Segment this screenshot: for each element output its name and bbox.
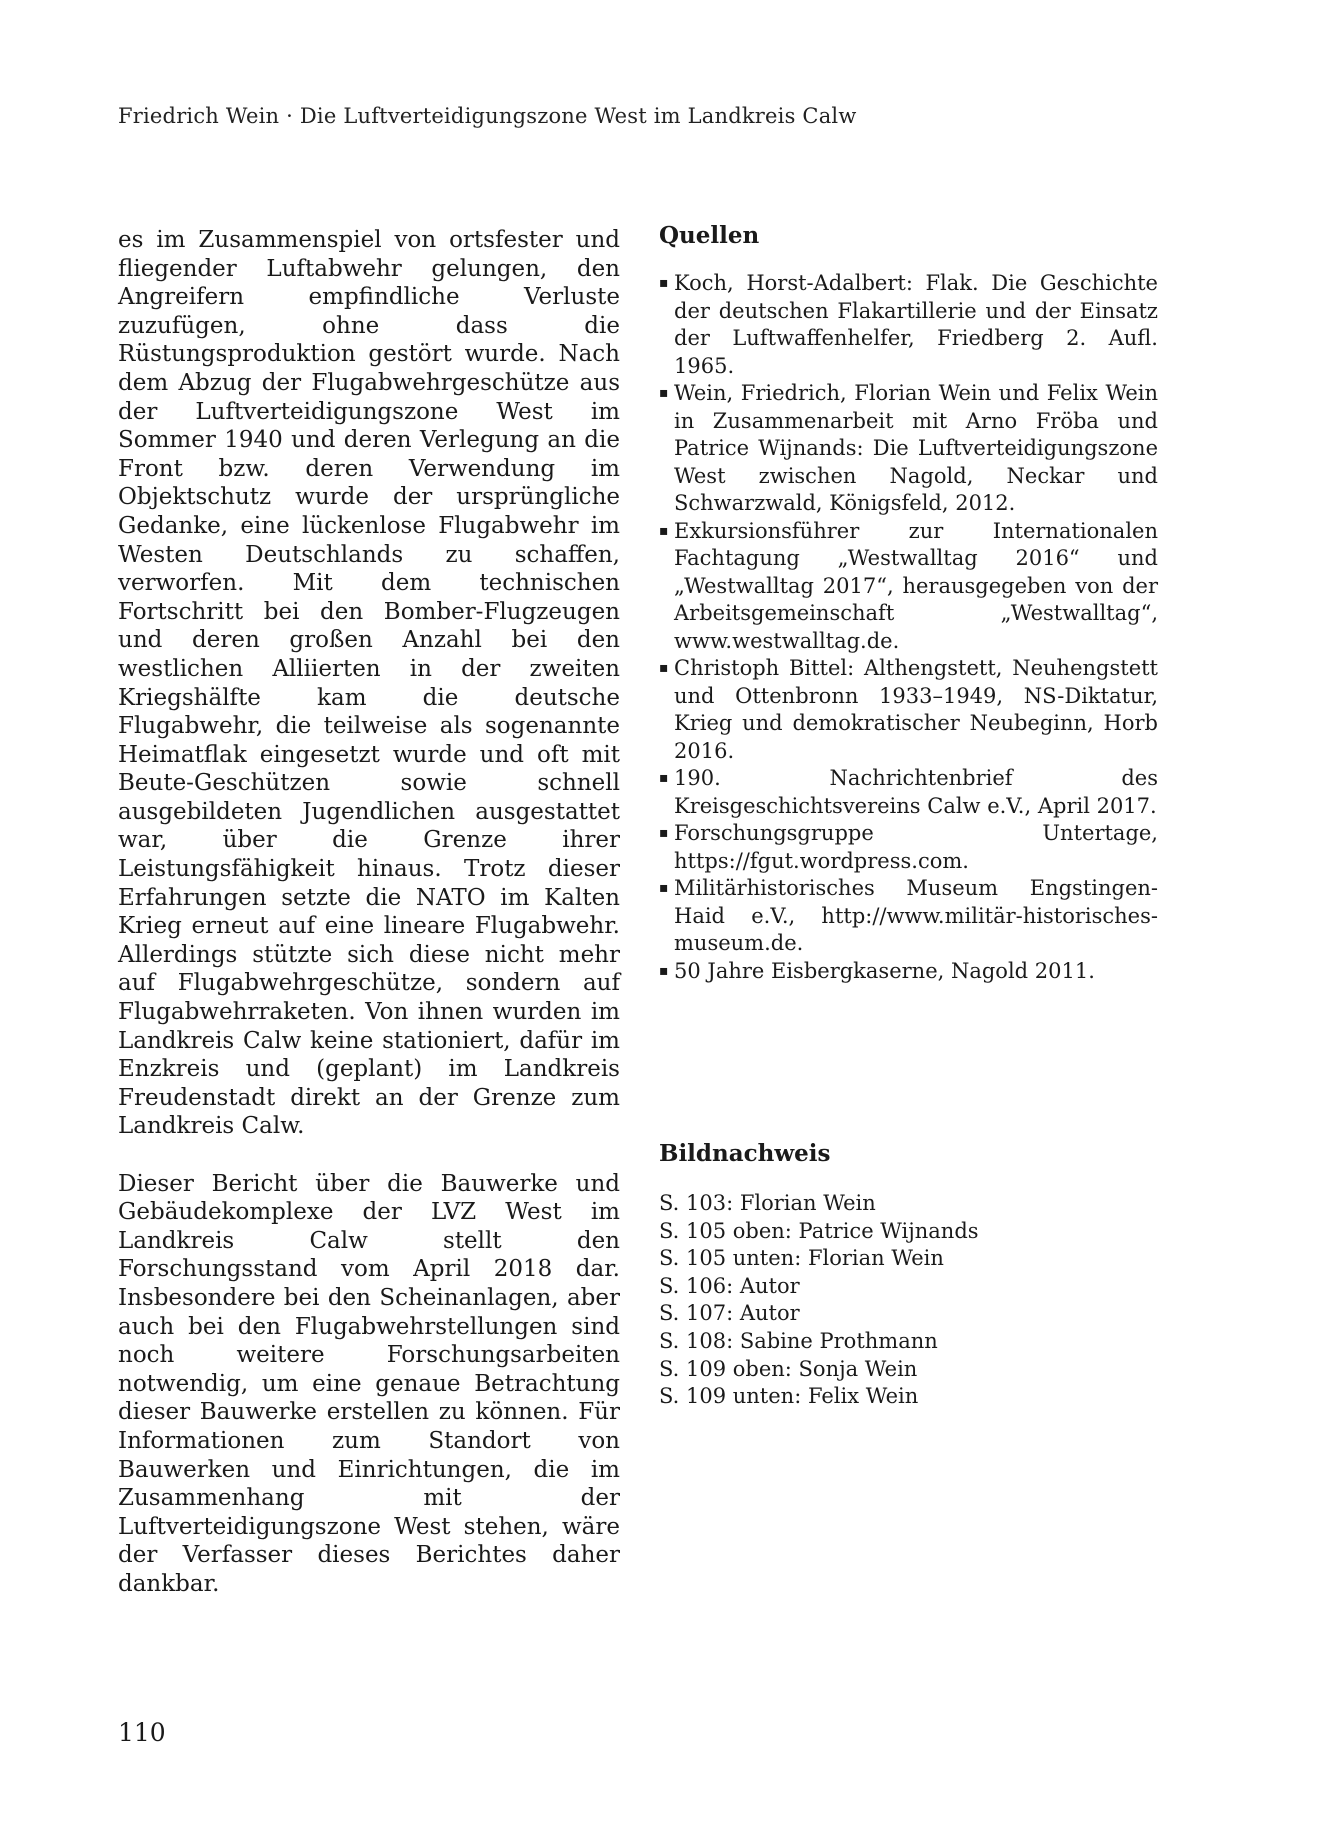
source-text: Wein, Friedrich, Florian Wein und Felix Wein in Zusammenarbeit mit Arno Fröba und Patrice Wijnands: Die Luftverteidigungszone West zwischen Nagold, Neckar und Schwarzwald, Königsfeld, 2012. — [674, 381, 1158, 515]
bullet-icon: ▪ — [659, 660, 669, 676]
credit-item: S. 106: Autor — [659, 1273, 800, 1298]
source-item — [659, 655, 1158, 765]
credit-item: S. 105 oben: Patrice Wijnands — [659, 1218, 979, 1243]
source-text: Koch, Horst-Adalbert: Flak. Die Geschichte der deutschen Flakartillerie und der Einsatz der Luftwaffenhelfer, Friedberg 2. Aufl. 1965. — [674, 271, 1158, 378]
source-item — [659, 958, 1158, 986]
source-item — [659, 765, 1158, 820]
source-text: Christoph Bittel: Althengstett, Neuhengstett und Ottenbronn 1933–1949, NS-Diktatur, Krieg und demokratischer Neubeginn, Horb 2016. — [674, 656, 1158, 763]
image-credits-section — [659, 1140, 1158, 1411]
bullet-icon: ▪ — [659, 275, 669, 291]
source-text: Militärhistorisches Museum Engstingen-Haid e.V., http://www.militär-historisches-museum.de. — [674, 876, 1158, 955]
credit-item: S. 107: Autor — [659, 1301, 800, 1326]
body-paragraph: Dieser Bericht über die Bauwerke und Gebäudekomplexe der LVZ West im Landkreis Calw stellt den Forschungsstand vom April 2018 dar. Insbesondere bei den Scheinanlagen, aber auch bei den Flugabwehrstellungen sind noch weitere Forschungsarbeiten notwendig, um eine genaue Betrachtung dieser Bauwerke erstellen zu können. Für Informationen zum Standort von Bauwerken und Einrichtungen, die im Zusammenhang mit der Luftverteidigungszone West stehen, wäre der Verfasser dieses Berichtes daher dankbar. — [118, 1170, 620, 1597]
bullet-icon: ▪ — [659, 880, 669, 896]
bullet-icon: ▪ — [659, 522, 669, 539]
sources-heading: Quellen — [659, 222, 760, 249]
bullet-icon: ▪ — [659, 825, 669, 841]
source-item — [659, 820, 1158, 875]
credit-item: S. 105 unten: Florian Wein — [659, 1246, 944, 1271]
credits-heading: Bildnachweis — [659, 1140, 831, 1167]
page-number: 110 — [118, 1718, 166, 1747]
sources-list — [659, 270, 1158, 985]
source-item — [659, 380, 1158, 518]
source-text: Exkursionsführer zur Internationalen Fachtagung „Westwalltag 2016“ und „Westwalltag 2017“, herausgegeben von der Arbeitsgemeinschaft „Westwalltag“, www.westwalltag.de. — [674, 518, 1158, 653]
bullet-icon: ▪ — [659, 385, 669, 401]
credits-list — [659, 1190, 1158, 1411]
source-item — [659, 875, 1158, 958]
source-item — [659, 518, 1158, 656]
credit-item: S. 109 oben: Sonja Wein — [659, 1356, 918, 1381]
source-text: 50 Jahre Eisbergkaserne, Nagold 2011. — [674, 958, 1095, 983]
source-text: 190. Nachrichtenbrief des Kreisgeschichtsvereins Calw e.V., April 2017. — [674, 766, 1158, 818]
source-item — [659, 270, 1158, 380]
body-paragraph: es im Zusammenspiel von ortsfester und fliegender Luftabwehr gelungen, den Angreifern empfindliche Verluste zuzufügen, ohne dass die Rüstungsproduktion gestört wurde. Nach dem Abzug der Flugabwehrgeschütze aus der Luftverteidigungszone West im Sommer 1940 und deren Verlegung an die Front bzw. deren Verwendung im Objektschutz wurde der ursprüngliche Gedanke, eine lückenlose Flugabwehr im Westen Deutschlands zu schaffen, verworfen. Mit dem technischen Fortschritt bei den Bomber-Flugzeugen und deren großen Anzahl bei den westlichen Alliierten in der zweiten Kriegshälfte kam die deutsche Flugabwehr, die teilweise als sogenannte Heimatflak eingesetzt wurde und oft mit Beute-Geschützen sowie schnell ausgebildeten Jugendlichen ausgestattet war, über die Grenze ihrer Leistungsfähigkeit hinaus. Trotz dieser Erfahrungen setzte die NATO im Kalten Krieg erneut auf eine lineare Flugabwehr. Allerdings stützte sich diese nicht mehr auf Flugabwehrgeschütze, sondern auf Flugabwehrraketen. Von ihnen wurden im Landkreis Calw keine stationiert, dafür im Enzkreis und (geplant) im Landkreis Freudenstadt direkt an der Grenze zum Landkreis Calw. — [118, 227, 620, 1140]
bullet-icon: ▪ — [659, 770, 669, 786]
sources-section — [659, 222, 1158, 985]
credit-item: S. 109 unten: Felix Wein — [659, 1384, 919, 1409]
main-text-column — [118, 226, 620, 1599]
credit-item: S. 103: Florian Wein — [659, 1191, 876, 1215]
running-head: Friedrich Wein · Die Luftverteidigungszone West im Landkreis Calw — [118, 104, 857, 128]
credit-item: S. 108: Sabine Prothmann — [659, 1328, 938, 1353]
source-text: Forschungsgruppe Untertage, https://fgut.wordpress.com. — [674, 821, 1158, 873]
bullet-icon: ▪ — [659, 962, 669, 979]
